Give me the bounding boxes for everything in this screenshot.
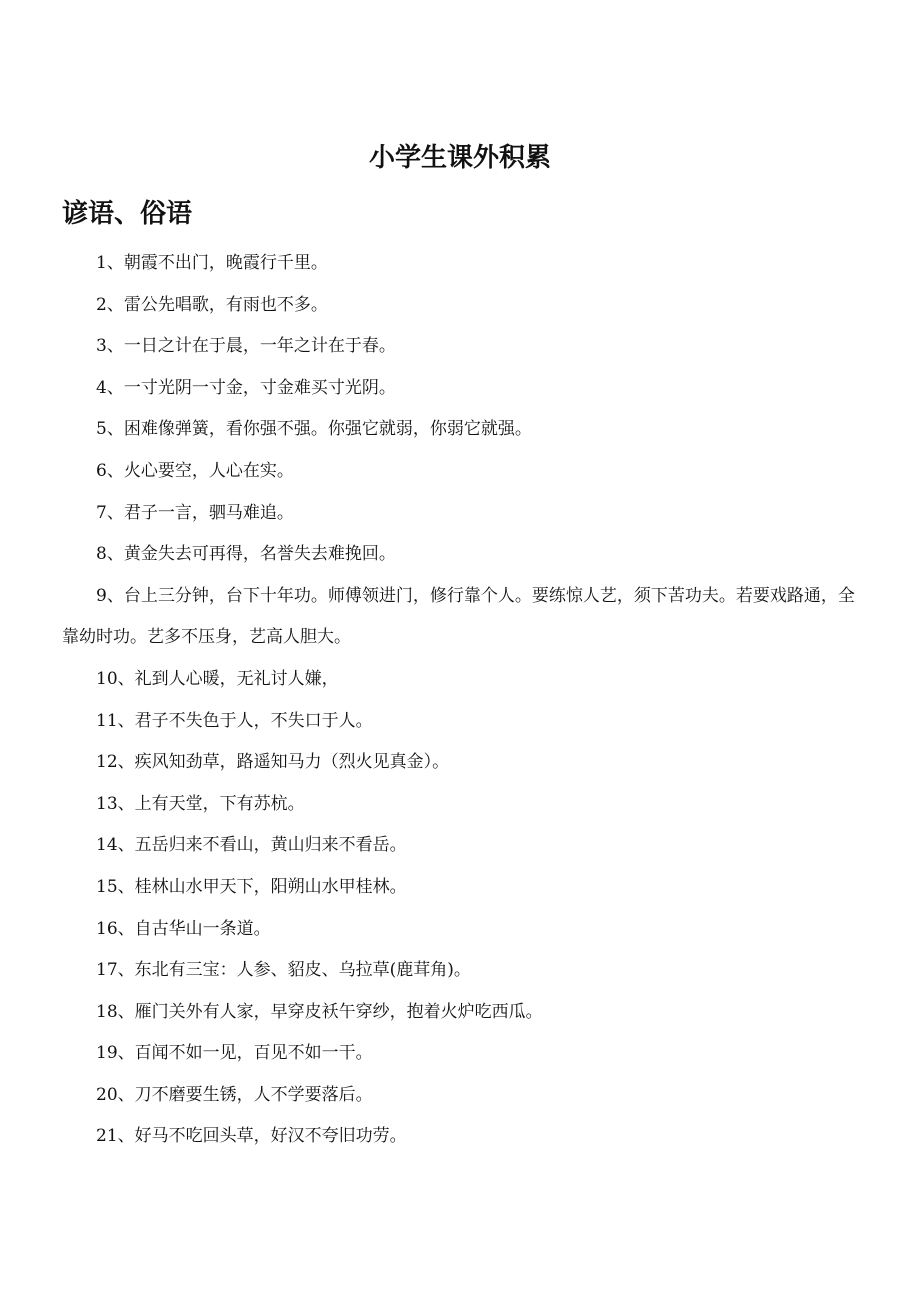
item-number: 1、 [96, 253, 124, 273]
item-number: 20、 [96, 1084, 135, 1105]
list-item [62, 950, 862, 992]
item-text: 火心要空，人心在实。 [123, 460, 294, 481]
item-text: 一日之计在于晨，一年之计在于春。 [123, 336, 396, 357]
item-number: 15、 [96, 876, 135, 897]
item-text: 黄金失去可再得，名誉失去难挽回。 [123, 544, 396, 565]
item-text: 东北有三宝：人参、貂皮、乌拉草(鹿茸角)。 [134, 960, 471, 981]
item-number: 8、 [96, 544, 124, 565]
list-item [62, 1116, 862, 1158]
item-text: 上有天堂，下有苏杭。 [134, 793, 305, 814]
item-text: 君子不失色于人，不失口于人。 [134, 710, 373, 731]
item-number: 13、 [96, 793, 135, 814]
item-number: 12、 [96, 752, 135, 773]
item-number: 18、 [96, 1001, 135, 1022]
list-item [62, 742, 862, 784]
list-item [62, 659, 862, 701]
item-text: 疾风知劲草，路遥知马力（烈火见真金）。 [134, 752, 450, 773]
item-number: 2、 [96, 294, 124, 315]
list-item [62, 1075, 862, 1117]
list-item [62, 701, 862, 743]
list-item [62, 368, 862, 410]
item-number: 3、 [96, 336, 124, 357]
list-item [62, 909, 862, 951]
item-text: 五岳归来不看山，黄山归来不看岳。 [134, 835, 407, 856]
item-text: 一寸光阴一寸金，寸金难买寸光阴。 [123, 377, 396, 398]
item-number: 6、 [96, 460, 124, 481]
item-number: 10、 [96, 668, 135, 689]
item-text: 雷公先唱歌，有雨也不多。 [123, 294, 328, 315]
list-item [62, 992, 862, 1034]
list-item [62, 493, 862, 535]
item-number: 16、 [96, 918, 135, 939]
item-number: 14、 [96, 835, 135, 856]
list-item [62, 784, 862, 826]
list-item [62, 243, 862, 285]
item-number: 21、 [96, 1126, 135, 1147]
item-text: 困难像弹簧，看你强不强。你强它就弱，你弱它就强。 [123, 419, 532, 440]
item-text: 桂林山水甲天下，阳朔山水甲桂林。 [134, 876, 407, 897]
list-item [62, 451, 862, 493]
section-heading: 谚语、俗语 [62, 199, 193, 229]
item-number: 5、 [96, 419, 124, 440]
list-item [62, 534, 862, 576]
item-number: 9、 [96, 585, 124, 606]
list-item [62, 867, 862, 909]
item-text: 自古华山一条道。 [134, 918, 271, 939]
item-number: 11、 [96, 710, 135, 731]
item-text: 刀不磨要生锈，人不学要落后。 [134, 1084, 373, 1105]
item-text: 百闻不如一见，百见不如一干。 [134, 1043, 373, 1064]
item-number: 19、 [96, 1043, 135, 1064]
list-item [62, 825, 862, 867]
list-item [62, 326, 862, 368]
item-text: 礼到人心暖，无礼讨人嫌， [134, 668, 339, 689]
item-text: 君子一言，驷马难追。 [123, 502, 294, 523]
page-title: 小学生课外积累 [368, 143, 551, 173]
item-text: 雁门关外有人家，早穿皮袄午穿纱，抱着火炉吃西瓜。 [134, 1001, 543, 1022]
item-number: 4、 [96, 377, 124, 398]
list-item [62, 285, 862, 327]
proverb-list [62, 243, 862, 1158]
list-item [62, 576, 862, 659]
item-text: 台上三分钟，台下十年功。师傅领进门，修行靠个人。要练惊人艺，须下苦功夫。若要戏路通，全靠幼时功。艺多不压身，艺高人胆大。 [62, 585, 855, 648]
item-number: 7、 [96, 502, 124, 523]
list-item [62, 409, 862, 451]
list-item [62, 1033, 862, 1075]
item-number: 17、 [96, 960, 135, 981]
item-text: 好马不吃回头草，好汉不夸旧功劳。 [134, 1126, 407, 1147]
item-text: 朝霞不出门，晚霞行千里。 [123, 253, 328, 273]
